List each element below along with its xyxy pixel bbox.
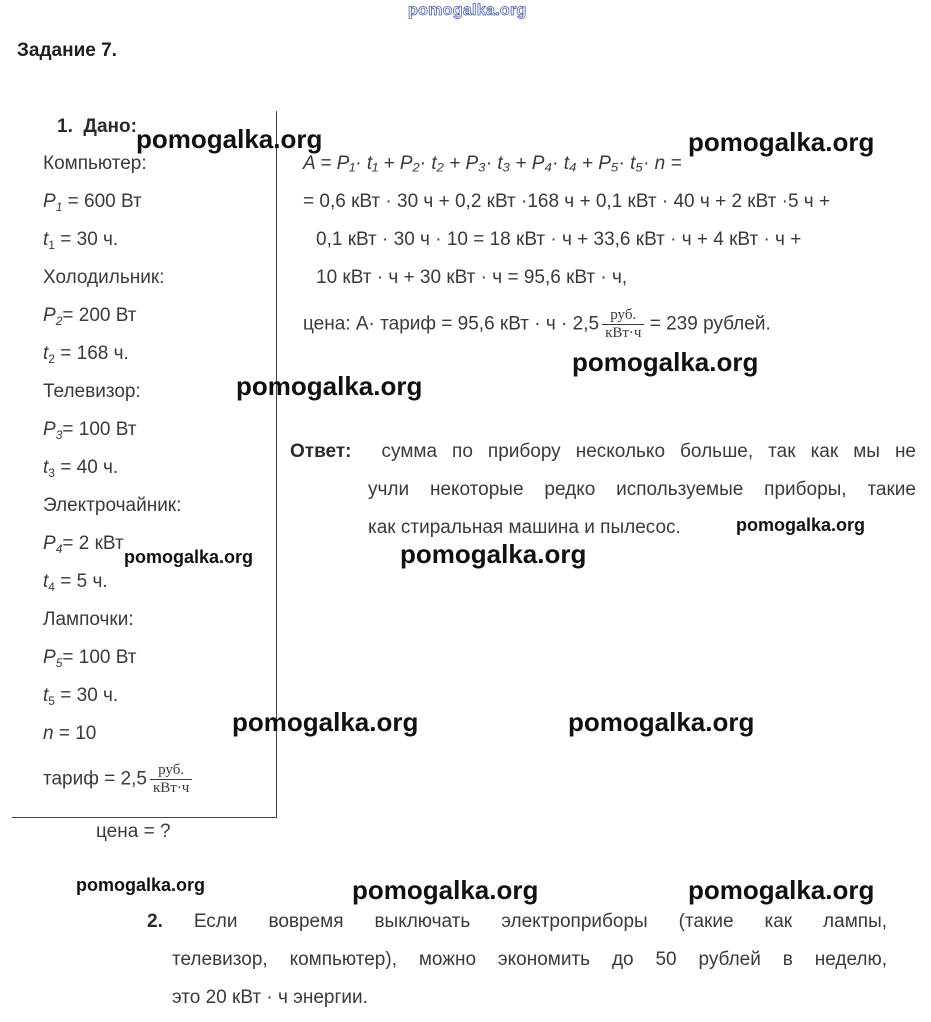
- given-heading: [57, 116, 137, 138]
- site-header-logo[interactable]: pomogalka.org: [408, 2, 527, 19]
- solution-line-3: 0,1 кВт · 30 ч · 10 = 18 кВт · ч + 33,6 кВт · ч + 4 кВт · ч +: [316, 229, 802, 250]
- answer-line-1: Ответ: сумма по прибору несколько больше, так как мы не: [290, 441, 917, 462]
- given-t2: $t_2 = 168$ ч.: [43, 343, 129, 366]
- watermark: pomogalka.org: [572, 347, 759, 377]
- watermark: pomogalka.org: [236, 371, 423, 401]
- answer-line-2: учли некоторые редко используемые приборы, такие: [368, 479, 916, 500]
- watermark: pomogalka.org: [76, 875, 206, 895]
- find-price: цена = ?: [96, 821, 171, 842]
- solution-price: цена: А· тариф = 95,6 кВт · ч · 2,5 $\frac{\text{руб.}}{\text{кВт·ч}}$ = 239 рублей.: [303, 307, 771, 341]
- part2-line-2: телевизор, компьютер), можно экономить до 50 рублей в неделю,: [172, 949, 887, 970]
- part2-line-1: 2. Если вовремя выключать электроприборы (такие как лампы,: [147, 911, 887, 932]
- given-tariff: тариф = 2,5 $\frac{\text{руб.}}{\text{кВт·ч}}$: [43, 762, 192, 797]
- watermark: pomogalka.org: [352, 875, 539, 905]
- given-t1: $t_1 = 30$ ч.: [43, 229, 119, 252]
- given-lamps: Лампочки:: [43, 609, 134, 630]
- watermark: pomogalka.org: [568, 707, 755, 737]
- given-p5: $P_5= 100$ Вт: [43, 647, 137, 670]
- given-n: n = 10: [43, 723, 97, 744]
- given-t4: $t_4 = 5$ ч.: [43, 571, 108, 594]
- given-fridge: Холодильник:: [43, 267, 165, 288]
- solution-line-1: A = P₁· t₁ + P₂· t₂ + P₃· t₃ + P₄· t₄ + P₅· t₅· n =: [303, 153, 682, 174]
- given-p4: $P_4= 2$ кВт: [43, 533, 124, 556]
- given-tv: Телевизор:: [43, 381, 141, 402]
- given-p3: $P_3= 100$ Вт: [43, 419, 137, 442]
- given-heading-label: Дано:: [83, 116, 137, 137]
- solution-line-4: 10 кВт · ч + 30 кВт · ч = 95,6 кВт · ч,: [316, 267, 628, 288]
- task-title: Задание 7.: [17, 40, 117, 61]
- watermark: pomogalka.org: [400, 539, 587, 569]
- watermark: pomogalka.org: [688, 127, 875, 157]
- given-t5: $t_5 = 30$ ч.: [43, 685, 119, 708]
- given-p2: $P_2= 200$ Вт: [43, 305, 137, 328]
- tariff-fraction: $\frac{\text{руб.}}{\text{кВт·ч}}$: [150, 762, 192, 797]
- answer-label: Ответ:: [290, 441, 352, 462]
- part2-line-3: это 20 кВт · ч энергии.: [172, 987, 368, 1008]
- solution-line-2: = 0,6 кВт · 30 ч + 0,2 кВт ·168 ч + 0,1 кВт · 40 ч + 2 кВт ·5 ч +: [303, 191, 831, 212]
- watermark: pomogalka.org: [136, 124, 323, 154]
- given-kettle: Электрочайник:: [43, 495, 182, 516]
- watermark: pomogalka.org: [232, 707, 419, 737]
- answer-line-3: как стиральная машина и пылесос.: [368, 517, 681, 538]
- given-divider-horizontal: [12, 817, 277, 818]
- part2-number: 2.: [147, 911, 163, 932]
- watermark: pomogalka.org: [736, 515, 866, 535]
- given-t3: $t_3 = 40$ ч.: [43, 457, 119, 480]
- given-computer: Компьютер:: [43, 153, 147, 174]
- given-heading-number: 1.: [57, 116, 73, 137]
- watermark: pomogalka.org: [688, 875, 875, 905]
- watermark: pomogalka.org: [124, 547, 254, 567]
- price-fraction: $\frac{\text{руб.}}{\text{кВт·ч}}$: [602, 307, 644, 342]
- given-p1: $P_1 = 600$ Вт: [43, 191, 142, 214]
